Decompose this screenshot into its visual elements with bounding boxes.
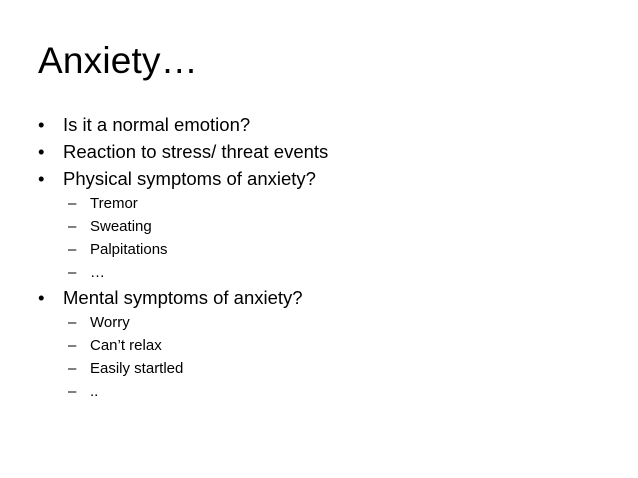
slide-title: Anxiety… bbox=[38, 40, 198, 81]
sub-bullet-text: Sweating bbox=[90, 218, 152, 235]
sub-bullet-marker: – bbox=[68, 218, 77, 235]
sub-bullet-marker: – bbox=[68, 360, 77, 377]
bullet-text: Reaction to stress/ threat events bbox=[63, 141, 329, 162]
sub-bullet-item bbox=[38, 382, 618, 401]
sub-bullet-text: .. bbox=[90, 383, 99, 400]
bullet-marker: • bbox=[38, 168, 45, 189]
bullet-item bbox=[38, 140, 618, 164]
sub-bullet-item bbox=[38, 313, 618, 332]
bullet-marker: • bbox=[38, 141, 45, 162]
sub-bullet-marker: – bbox=[68, 337, 77, 354]
sub-bullet-marker: – bbox=[68, 264, 77, 281]
bullet-marker: • bbox=[38, 287, 45, 308]
sub-bullet-text: Palpitations bbox=[90, 241, 168, 258]
bullet-item bbox=[38, 286, 618, 310]
sub-bullet-item bbox=[38, 194, 618, 213]
sub-bullet-marker: – bbox=[68, 241, 77, 258]
bullet-list bbox=[38, 113, 618, 405]
sub-bullet-text: … bbox=[90, 264, 105, 281]
sub-bullet-text: Worry bbox=[90, 314, 130, 331]
bullet-text: Mental symptoms of anxiety? bbox=[63, 287, 303, 308]
sub-bullet-item bbox=[38, 359, 618, 378]
sub-bullet-text: Easily startled bbox=[90, 360, 184, 377]
bullet-item bbox=[38, 113, 618, 137]
sub-bullet-text: Can’t relax bbox=[90, 337, 162, 354]
bullet-marker: • bbox=[38, 114, 45, 135]
bullet-item bbox=[38, 167, 618, 191]
sub-bullet-marker: – bbox=[68, 383, 77, 400]
sub-bullet-item bbox=[38, 217, 618, 236]
bullet-text: Is it a normal emotion? bbox=[63, 114, 251, 135]
sub-bullet-item bbox=[38, 263, 618, 282]
sub-bullet-item bbox=[38, 336, 618, 355]
sub-bullet-marker: – bbox=[68, 314, 77, 331]
sub-bullet-text: Tremor bbox=[90, 195, 138, 212]
bullet-text: Physical symptoms of anxiety? bbox=[63, 168, 316, 189]
sub-bullet-item bbox=[38, 240, 618, 259]
sub-bullet-marker: – bbox=[68, 195, 77, 212]
